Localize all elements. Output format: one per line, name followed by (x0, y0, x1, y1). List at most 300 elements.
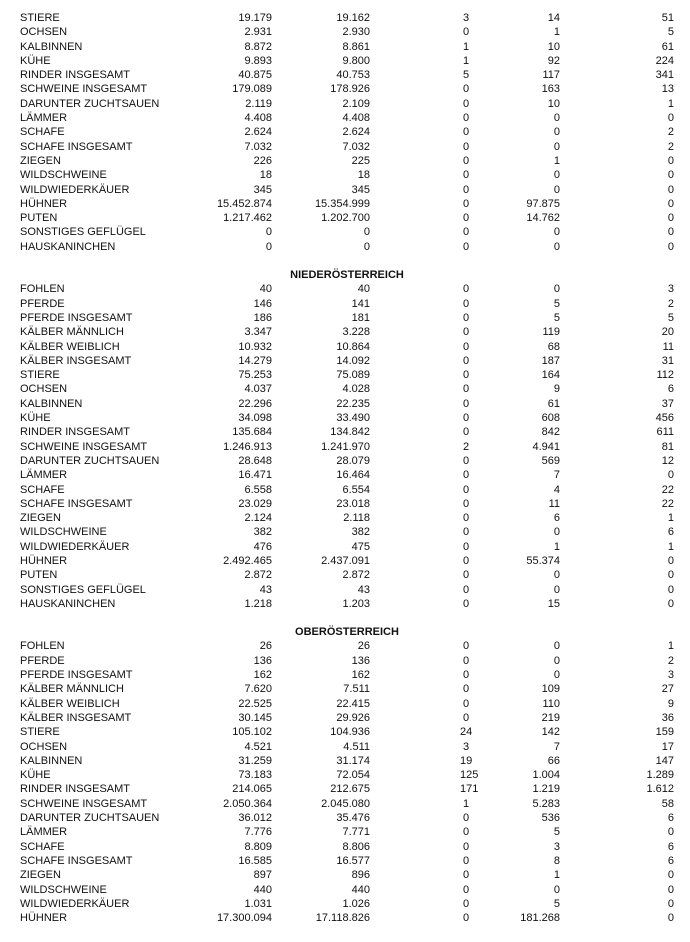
value-col-3: 0 (462, 883, 470, 896)
value-col-3: 5 (462, 69, 470, 82)
value-col-2: 382 (351, 526, 370, 539)
value-col-5: 6 (667, 840, 674, 853)
value-col-1: 179.089 (232, 83, 272, 96)
value-col-5: 0 (667, 197, 674, 210)
table-row (0, 868, 690, 882)
value-col-3: 0 (462, 840, 470, 853)
value-col-3: 0 (462, 226, 470, 239)
table-row (0, 25, 690, 39)
value-col-4: 0 (553, 240, 560, 253)
value-col-5: 1.612 (646, 783, 674, 796)
row-label: ZIEGEN (20, 154, 61, 167)
value-col-4: 8 (553, 854, 560, 867)
row-label: WILDSCHWEINE (20, 169, 107, 182)
value-col-5: 12 (661, 454, 674, 467)
value-col-4: 110 (542, 697, 560, 710)
value-col-2: 17.118.826 (315, 912, 370, 925)
value-col-2: 43 (357, 583, 370, 596)
value-col-4: 163 (541, 83, 560, 96)
value-col-3: 0 (462, 454, 470, 467)
value-col-4: 10 (547, 97, 560, 110)
value-col-4: 0 (553, 283, 560, 296)
value-col-4: 219 (541, 711, 560, 724)
value-col-4: 15 (547, 597, 560, 610)
row-label: KÄLBER MÄNNLICH (20, 683, 124, 696)
statistics-table-page (0, 11, 690, 925)
table-row (0, 211, 690, 225)
value-col-4: 6 (553, 512, 560, 525)
value-col-4: 0 (553, 526, 560, 539)
table-row (0, 183, 690, 197)
row-label: KALBINNEN (20, 754, 83, 767)
row-label: SCHAFE INSGESAMT (20, 140, 133, 153)
value-col-5: 2 (667, 654, 674, 667)
value-col-5: 456 (655, 412, 674, 425)
section-spacer (0, 254, 690, 268)
value-col-2: 22.415 (336, 697, 370, 710)
row-label: KÜHE (20, 412, 51, 425)
table-row (0, 140, 690, 154)
value-col-3: 0 (462, 812, 470, 825)
value-col-3: 0 (462, 683, 470, 696)
value-col-3: 0 (462, 640, 470, 653)
value-col-1: 43 (259, 583, 272, 596)
table-row (0, 597, 690, 611)
value-col-1: 22.525 (238, 697, 272, 710)
table-row (0, 68, 690, 82)
section-title: OBERÖSTERREICH (295, 626, 399, 639)
value-col-5: 147 (655, 754, 674, 767)
value-col-2: 9.800 (342, 54, 370, 67)
table-row (0, 639, 690, 653)
row-label: KÄLBER INSGESAMT (20, 711, 132, 724)
row-label: HÜHNER (20, 912, 68, 925)
value-col-2: 18 (357, 169, 370, 182)
value-col-3: 0 (462, 654, 470, 667)
value-col-4: 4.941 (532, 440, 560, 453)
value-col-5: 0 (667, 826, 674, 839)
value-col-3: 0 (462, 554, 470, 567)
table-row (0, 583, 690, 597)
value-col-5: 3 (667, 283, 674, 296)
row-label: STIERE (20, 726, 60, 739)
row-label: KÄLBER WEIBLICH (20, 340, 120, 353)
table-row (0, 483, 690, 497)
value-col-2: 225 (351, 154, 370, 167)
value-col-5: 6 (667, 383, 674, 396)
value-col-2: 475 (351, 540, 370, 553)
table-row (0, 654, 690, 668)
value-col-1: 31.259 (238, 754, 272, 767)
table-row (0, 525, 690, 539)
value-col-2: 0 (363, 240, 370, 253)
table-row (0, 40, 690, 54)
value-col-5: 611 (656, 426, 674, 439)
value-col-2: 8.861 (342, 40, 370, 53)
value-col-5: 13 (661, 83, 674, 96)
value-col-1: 0 (265, 226, 272, 239)
row-label: SCHAFE (20, 840, 65, 853)
value-col-3: 0 (462, 426, 470, 439)
value-col-2: 141 (351, 297, 370, 310)
row-label: ZIEGEN (20, 512, 61, 525)
value-col-1: 162 (253, 669, 272, 682)
value-col-4: 1.219 (532, 783, 560, 796)
value-col-3: 0 (462, 583, 470, 596)
value-col-1: 2.124 (244, 512, 272, 525)
value-col-1: 0 (265, 240, 272, 253)
row-label: PFERDE INSGESAMT (20, 669, 133, 682)
value-col-3: 1 (462, 40, 470, 53)
row-label: PUTEN (20, 569, 58, 582)
value-col-3: 0 (462, 711, 470, 724)
value-col-4: 842 (541, 426, 560, 439)
value-col-3: 3 (462, 12, 470, 24)
value-col-3: 0 (462, 826, 470, 839)
value-col-3: 0 (462, 569, 470, 582)
value-col-2: 4.511 (343, 740, 370, 753)
value-col-5: 1 (667, 512, 674, 525)
value-col-1: 135.684 (232, 426, 272, 439)
table-row (0, 711, 690, 725)
table-row (0, 297, 690, 311)
value-col-2: 1.202.700 (321, 212, 370, 225)
value-col-1: 1.246.913 (223, 440, 272, 453)
value-col-1: 4.521 (244, 740, 272, 753)
value-col-3: 0 (462, 526, 470, 539)
value-col-2: 33.490 (336, 412, 370, 425)
value-col-2: 35.476 (336, 812, 370, 825)
value-col-5: 0 (667, 897, 674, 910)
value-col-1: 7.620 (244, 683, 272, 696)
value-col-4: 1 (553, 869, 560, 882)
row-label: STIERE (20, 12, 60, 24)
table-row (0, 340, 690, 354)
value-col-4: 14 (547, 12, 560, 24)
value-col-1: 136 (253, 654, 272, 667)
value-col-2: 4.408 (342, 112, 370, 125)
row-label: KÄLBER WEIBLICH (20, 697, 120, 710)
row-label: HÜHNER (20, 554, 68, 567)
value-col-5: 0 (667, 183, 674, 196)
row-label: FOHLEN (20, 640, 65, 653)
table-row (0, 668, 690, 682)
value-col-1: 75.253 (238, 369, 272, 382)
value-col-3: 0 (462, 512, 470, 525)
value-col-3: 0 (462, 497, 470, 510)
value-col-3: 0 (462, 854, 470, 867)
row-label: KALBINNEN (20, 40, 83, 53)
value-col-3: 0 (462, 354, 470, 367)
value-col-4: 164 (541, 369, 560, 382)
row-label: ZIEGEN (20, 869, 61, 882)
row-label: SONSTIGES GEFLÜGEL (20, 226, 146, 239)
row-label: KÜHE (20, 769, 51, 782)
row-label: RINDER INSGESAMT (20, 69, 131, 82)
value-col-2: 1.026 (342, 897, 370, 910)
value-col-3: 1 (462, 54, 470, 67)
value-col-2: 26 (357, 640, 370, 653)
row-label: OCHSEN (20, 740, 68, 753)
value-col-3: 0 (462, 183, 470, 196)
value-col-1: 15.452.874 (216, 197, 272, 210)
value-col-5: 159 (655, 726, 674, 739)
value-col-3: 0 (462, 383, 470, 396)
value-col-3: 0 (462, 97, 470, 110)
value-col-2: 29.926 (336, 711, 370, 724)
value-col-3: 0 (462, 126, 470, 139)
value-col-5: 1.289 (646, 769, 674, 782)
value-col-5: 9 (667, 697, 674, 710)
value-col-1: 7.776 (244, 826, 272, 839)
value-col-5: 3 (667, 669, 674, 682)
row-label: PFERDE INSGESAMT (20, 311, 133, 324)
value-col-5: 6 (667, 854, 674, 867)
value-col-1: 2.624 (244, 126, 272, 139)
table-row (0, 840, 690, 854)
table-row (0, 225, 690, 239)
value-col-2: 40.753 (336, 69, 370, 82)
value-col-2: 896 (351, 869, 370, 882)
value-col-5: 1 (667, 540, 674, 553)
value-col-4: 1 (553, 154, 560, 167)
value-col-4: 68 (547, 340, 560, 353)
value-col-1: 73.183 (238, 769, 272, 782)
row-label: SCHWEINE INSGESAMT (20, 797, 148, 810)
value-col-3: 0 (462, 297, 470, 310)
table-row (0, 440, 690, 454)
value-col-2: 1.203 (342, 597, 370, 610)
table-row (0, 782, 690, 796)
value-col-4: 0 (553, 883, 560, 896)
row-label: STIERE (20, 369, 60, 382)
value-col-2: 72.054 (336, 769, 370, 782)
value-col-4: 61 (547, 397, 560, 410)
table-row (0, 554, 690, 568)
value-col-4: 92 (547, 54, 560, 67)
value-col-3: 0 (462, 483, 470, 496)
value-col-1: 146 (253, 297, 272, 310)
value-col-1: 17.300.094 (216, 912, 272, 925)
value-col-2: 15.354.999 (314, 197, 370, 210)
value-col-1: 28.648 (238, 454, 272, 467)
table-row (0, 811, 690, 825)
row-label: LÄMMER (20, 469, 68, 482)
value-col-3: 0 (462, 197, 470, 210)
value-col-3: 2 (462, 440, 470, 453)
value-col-3: 125 (460, 769, 479, 782)
row-label: SCHWEINE INSGESAMT (20, 83, 148, 96)
value-col-1: 26 (259, 640, 272, 653)
section-heading (0, 625, 690, 639)
row-label: DARUNTER ZUCHTSAUEN (20, 812, 160, 825)
value-col-3: 0 (462, 469, 470, 482)
row-label: OCHSEN (20, 26, 68, 39)
value-col-2: 212.675 (330, 783, 370, 796)
value-col-1: 2.872 (244, 569, 272, 582)
value-col-1: 186 (253, 311, 272, 324)
value-col-5: 31 (661, 354, 674, 367)
value-col-3: 3 (462, 740, 470, 753)
value-col-2: 2.118 (343, 512, 370, 525)
row-label: PFERDE (20, 297, 65, 310)
value-col-2: 28.079 (336, 454, 370, 467)
value-col-1: 226 (253, 154, 272, 167)
value-col-3: 0 (462, 897, 470, 910)
value-col-5: 81 (661, 440, 674, 453)
value-col-1: 22.296 (238, 397, 272, 410)
value-col-3: 0 (462, 912, 470, 925)
table-row (0, 54, 690, 68)
value-col-1: 476 (253, 540, 272, 553)
table-row (0, 497, 690, 511)
row-label: WILDWIEDERKÄUER (20, 897, 130, 910)
value-col-5: 0 (667, 212, 674, 225)
value-col-4: 569 (541, 454, 560, 467)
value-col-1: 1.218 (244, 597, 272, 610)
value-col-2: 440 (351, 883, 370, 896)
value-col-5: 0 (667, 869, 674, 882)
row-label: KÄLBER INSGESAMT (20, 354, 132, 367)
value-col-5: 2 (667, 140, 674, 153)
table-row (0, 311, 690, 325)
value-col-2: 7.771 (342, 826, 370, 839)
row-label: HÜHNER (20, 197, 68, 210)
table-row (0, 354, 690, 368)
value-col-5: 37 (661, 397, 674, 410)
value-col-3: 0 (462, 669, 470, 682)
row-label: SCHWEINE INSGESAMT (20, 440, 148, 453)
value-col-1: 16.585 (238, 854, 272, 867)
value-col-5: 22 (661, 497, 674, 510)
value-col-4: 0 (553, 226, 560, 239)
value-col-4: 66 (547, 754, 560, 767)
row-label: LÄMMER (20, 826, 68, 839)
value-col-1: 19.179 (238, 12, 272, 24)
value-col-2: 136 (351, 654, 370, 667)
value-col-3: 0 (462, 340, 470, 353)
value-col-4: 7 (553, 740, 560, 753)
value-col-4: 0 (553, 654, 560, 667)
table-row (0, 11, 690, 25)
value-col-3: 0 (462, 397, 470, 410)
value-col-4: 117 (542, 69, 560, 82)
table-row (0, 468, 690, 482)
table-row (0, 540, 690, 554)
value-col-5: 0 (667, 469, 674, 482)
value-col-5: 51 (661, 12, 674, 24)
row-label: KALBINNEN (20, 397, 83, 410)
value-col-3: 171 (460, 783, 479, 796)
value-col-1: 9.893 (244, 54, 272, 67)
value-col-1: 1.217.462 (223, 212, 272, 225)
value-col-3: 24 (460, 726, 473, 739)
table-row (0, 154, 690, 168)
table-row (0, 325, 690, 339)
value-col-4: 608 (541, 412, 560, 425)
table-row (0, 883, 690, 897)
value-col-4: 109 (541, 683, 560, 696)
table-row (0, 697, 690, 711)
row-label: SCHAFE INSGESAMT (20, 497, 133, 510)
value-col-1: 8.872 (244, 40, 272, 53)
value-col-2: 10.864 (336, 340, 370, 353)
value-col-1: 6.558 (244, 483, 272, 496)
value-col-4: 1 (553, 26, 560, 39)
value-col-2: 162 (351, 669, 370, 682)
value-col-4: 5 (553, 297, 560, 310)
value-col-5: 11 (662, 340, 674, 353)
value-col-4: 142 (541, 726, 560, 739)
section-spacer (0, 611, 690, 625)
table-row (0, 511, 690, 525)
value-col-1: 4.037 (244, 383, 272, 396)
value-col-2: 6.554 (342, 483, 370, 496)
value-col-3: 19 (460, 754, 473, 767)
value-col-3: 0 (462, 540, 470, 553)
value-col-5: 2 (667, 297, 674, 310)
value-col-3: 0 (462, 326, 470, 339)
value-col-1: 40.875 (238, 69, 272, 82)
value-col-5: 5 (667, 26, 674, 39)
table-row (0, 568, 690, 582)
value-col-5: 0 (667, 883, 674, 896)
value-col-4: 0 (553, 112, 560, 125)
value-col-1: 36.012 (238, 812, 272, 825)
value-col-1: 2.492.465 (223, 554, 272, 567)
value-col-1: 10.932 (238, 340, 272, 353)
value-col-1: 105.102 (232, 726, 272, 739)
value-col-4: 4 (553, 483, 560, 496)
row-label: LÄMMER (20, 112, 68, 125)
table-row (0, 854, 690, 868)
value-col-4: 10 (547, 40, 560, 53)
row-label: SCHAFE INSGESAMT (20, 854, 133, 867)
value-col-4: 0 (553, 183, 560, 196)
value-col-2: 178.926 (330, 83, 370, 96)
value-col-2: 3.228 (342, 326, 370, 339)
value-col-5: 6 (667, 526, 674, 539)
value-col-4: 181.268 (520, 912, 560, 925)
value-col-2: 2.437.091 (321, 554, 370, 567)
value-col-2: 23.018 (336, 497, 370, 510)
value-col-2: 2.109 (342, 97, 370, 110)
value-col-1: 16.471 (238, 469, 272, 482)
value-col-5: 0 (667, 240, 674, 253)
row-label: PFERDE (20, 654, 65, 667)
value-col-4: 1.004 (532, 769, 560, 782)
value-col-4: 5 (553, 897, 560, 910)
table-row (0, 82, 690, 96)
table-row (0, 125, 690, 139)
value-col-4: 0 (553, 583, 560, 596)
value-col-4: 536 (541, 812, 560, 825)
table-row (0, 740, 690, 754)
value-col-2: 345 (351, 183, 370, 196)
value-col-1: 1.031 (244, 897, 272, 910)
table-row (0, 754, 690, 768)
value-col-5: 58 (661, 797, 674, 810)
table-row (0, 682, 690, 696)
value-col-5: 1 (667, 97, 674, 110)
value-col-3: 0 (462, 26, 470, 39)
row-label: KÄLBER MÄNNLICH (20, 326, 124, 339)
table-row (0, 397, 690, 411)
value-col-4: 187 (541, 354, 560, 367)
value-col-1: 23.029 (238, 497, 272, 510)
value-col-2: 104.936 (330, 726, 370, 739)
value-col-5: 224 (655, 54, 674, 67)
